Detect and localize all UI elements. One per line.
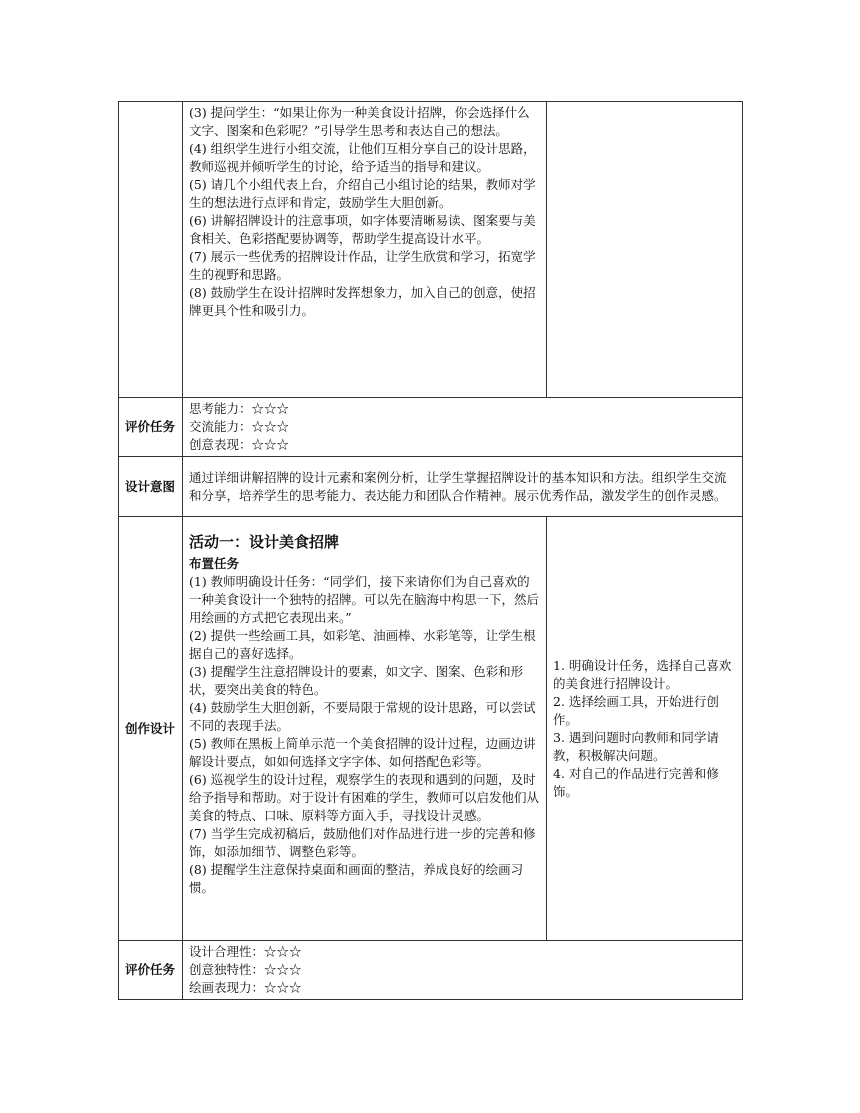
row-label-evaluation: 评价任务 [119,398,183,457]
activity-title: 活动一：设计美食招牌 [189,533,340,551]
table-row-creation [119,517,743,941]
creation-steps-cell [183,517,547,941]
evaluation-items-cell [183,941,743,1000]
list-item: (5) 请几个小组代表上台，介绍自己小组讨论的结果，教师对学生的想法进行点评和肯定，鼓励学生大胆创新。 [189,177,536,210]
list-item: (6) 巡视学生的设计过程，观察学生的表现和遇到的问题，及时给予指导和帮助。对于设计有困难的学生，教师可以启发他们从美食的特点、口味、原料等方面入手，寻找设计灵感。 [189,772,540,823]
student-activity-cell-empty [547,102,743,398]
row-label-design-intent: 设计意图 [119,457,183,517]
list-item: (4) 组织学生进行小组交流，让他们互相分享自己的设计思路，教师巡视并倾听学生的讨论，给予适当的指导和建议。 [189,141,536,174]
lesson-plan-table [118,101,743,1000]
row-label-evaluation: 评价任务 [119,941,183,1000]
student-activity-item: 4. 对自己的作品进行完善和修饰。 [553,765,719,799]
list-item: (8) 提醒学生注意保持桌面和画面的整洁，养成良好的绘画习惯。 [189,862,524,895]
table-row-procedure [119,102,743,398]
list-item: (1) 教师明确设计任务：“同学们，接下来请你们为自己喜欢的一种美食设计一个独特的招牌。可以先在脑海中构思一下，然后用绘画的方式把它表现出来。” [189,574,540,625]
section-subtitle: 布置任务 [189,556,240,571]
list-item: (2) 提供一些绘画工具，如彩笔、油画棒、水彩笔等，让学生根据自己的喜好选择。 [189,628,536,661]
table-row-design-intent [119,457,743,517]
list-item: (3) 提醒学生注意招牌设计的要素，如文字、图案、色彩和形状，要突出美食的特色。 [189,664,524,697]
evaluation-item: 设计合理性：☆☆☆ [189,944,302,959]
evaluation-item: 创意独特性：☆☆☆ [189,962,302,977]
list-item: (5) 教师在黑板上简单示范一个美食招牌的设计过程，边画边讲解设计要点，如如何选择文字字体、如何搭配色彩等。 [189,736,536,769]
evaluation-item: 思考能力：☆☆☆ [189,401,290,416]
procedure-steps-cell [183,102,547,398]
list-item: (4) 鼓励学生大胆创新，不要局限于常规的设计思路，可以尝试不同的表现手法。 [189,700,536,733]
evaluation-item: 交流能力：☆☆☆ [189,419,290,434]
evaluation-item: 绘画表现力：☆☆☆ [189,980,302,995]
list-item: (7) 当学生完成初稿后，鼓励他们对作品进行进一步的完善和修饰，如添加细节、调整色彩等。 [189,826,536,859]
list-item: (7) 展示一些优秀的招牌设计作品，让学生欣赏和学习，拓宽学生的视野和思路。 [189,249,536,282]
list-item: (6) 讲解招牌设计的注意事项，如字体要清晰易读、图案要与美食相关、色彩搭配要协调等，帮助学生提高设计水平。 [189,213,536,246]
table-row-evaluation-1 [119,398,743,457]
evaluation-item: 创意表现：☆☆☆ [189,437,290,452]
list-item: (3) 提问学生：“如果让你为一种美食设计招牌，你会选择什么文字、图案和色彩呢？”引导学生思考和表达自己的想法。 [189,105,530,138]
student-activity-item: 3. 遇到问题时向教师和同学请教，积极解决问题。 [553,729,719,763]
student-activity-item: 2. 选择绘画工具，开始进行创作。 [553,693,719,727]
row-label-creation: 创作设计 [119,517,183,941]
design-intent-text: 通过详细讲解招牌的设计元素和案例分析，让学生掌握招牌设计的基本知识和方法。组织学生交流和分享，培养学生的思考能力、表达能力和团队合作精神。展示优秀作品，激发学生的创作灵感。 [183,457,743,517]
student-activity-cell [547,517,743,941]
row-label-empty [119,102,183,398]
student-activity-item: 1. 明确设计任务，选择自己喜欢的美食进行招牌设计。 [553,657,732,691]
list-item: (8) 鼓励学生在设计招牌时发挥想象力，加入自己的创意，使招牌更具个性和吸引力。 [189,285,536,318]
evaluation-items-cell [183,398,743,457]
table-row-evaluation-2 [119,941,743,1000]
